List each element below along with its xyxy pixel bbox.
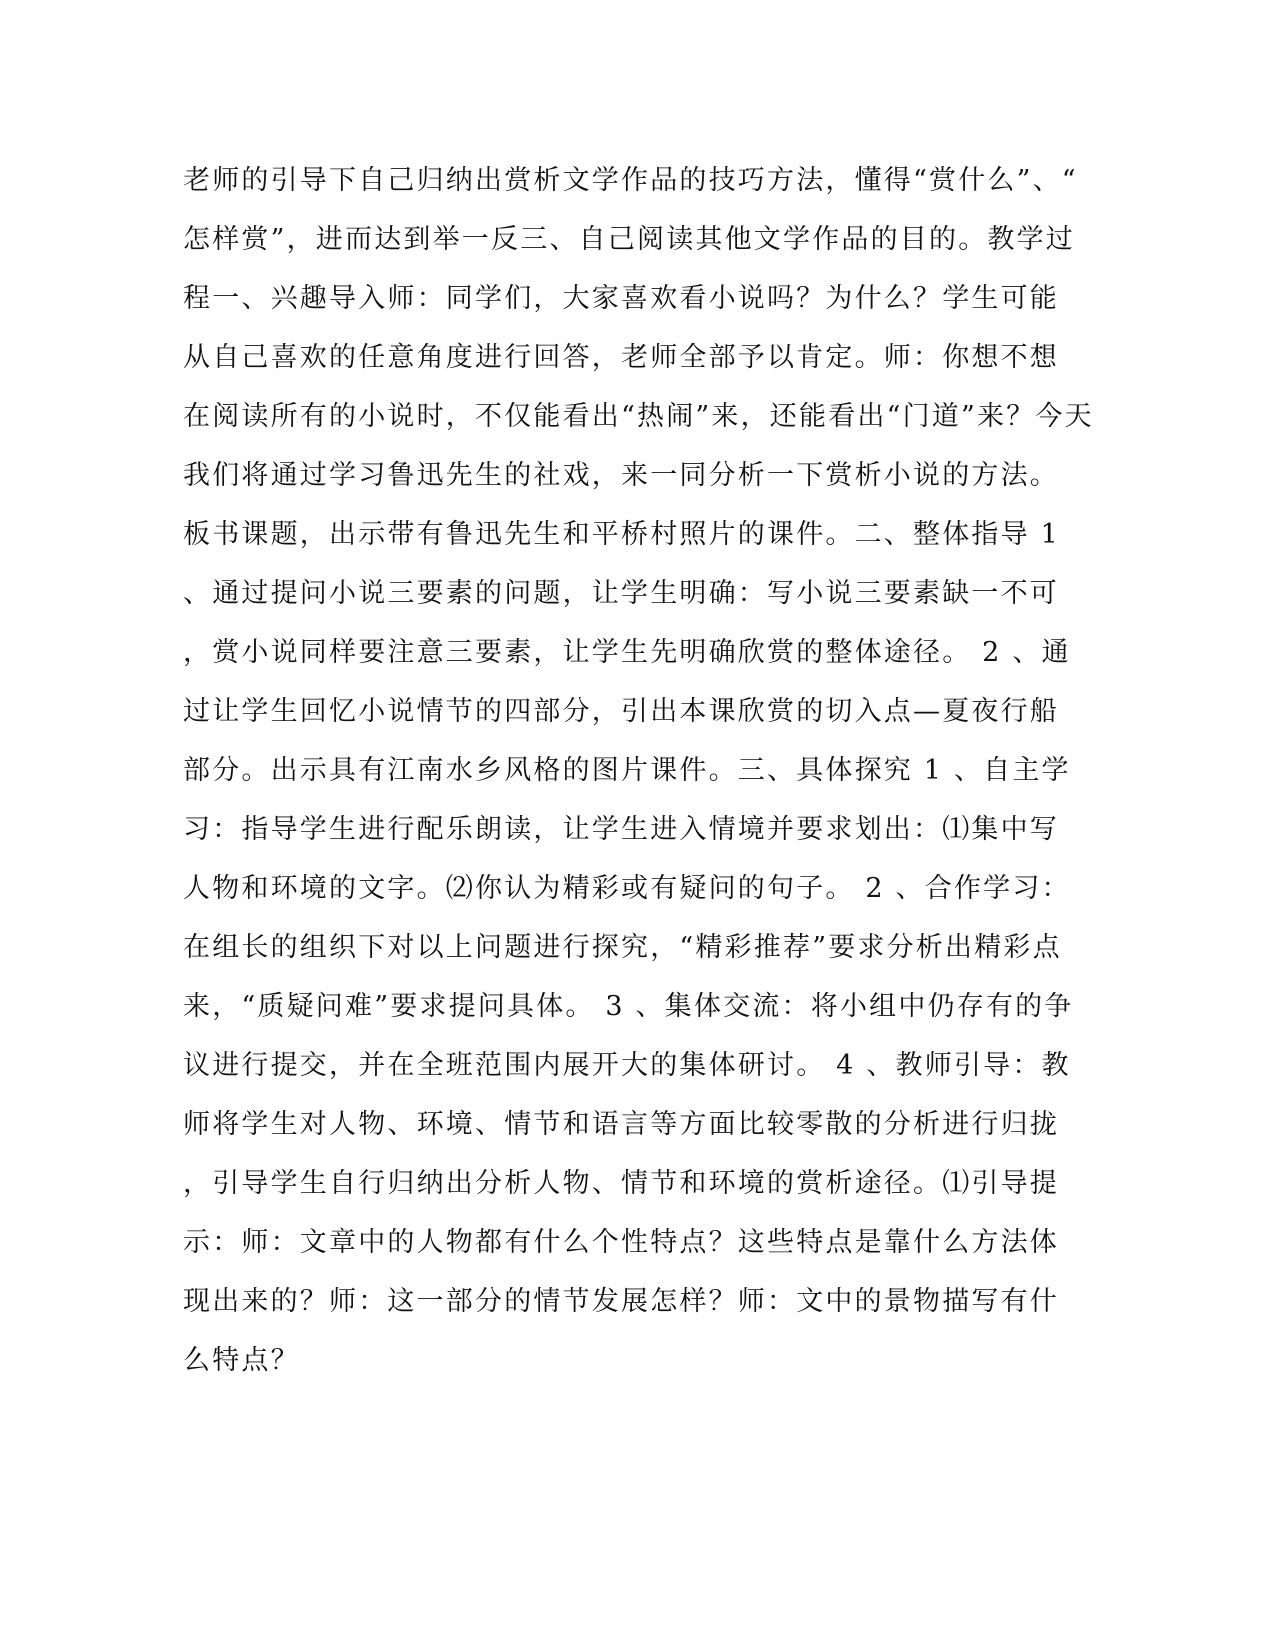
text-line: 老师的引导下自己归纳出赏析文学作品的技巧方法，懂得“赏什么”、“ [183, 165, 1078, 196]
text-line: 部分。出示具有江南水乡风格的图片课件。三、具体探究 1 、自主学 [183, 755, 1071, 786]
text-line: 过让学生回忆小说情节的四部分，引出本课欣赏的切入点—夏夜行船 [183, 696, 1059, 727]
text-line: 么特点？ [183, 1345, 300, 1376]
text-line: 、通过提问小说三要素的问题，让学生明确：写小说三要素缺一不可 [183, 578, 1059, 609]
text-line: 从自己喜欢的任意角度进行回答，老师全部予以肯定。师：你想不想 [183, 342, 1059, 373]
body-text [183, 151, 1094, 1390]
text-line: 在阅读所有的小说时，不仅能看出“热闹”来，还能看出“门道”来？今天 [183, 401, 1094, 432]
text-line: 板书课题，出示带有鲁迅先生和平桥村照片的课件。二、整体指导 1 [183, 519, 1060, 550]
text-line: 现出来的？师：这一部分的情节发展怎样？师：文中的景物描写有什 [183, 1286, 1059, 1317]
text-line: 怎样赏”，进而达到举一反三、自己阅读其他文学作品的目的。教学过 [183, 224, 1076, 255]
text-line: 师将学生对人物、环境、情节和语言等方面比较零散的分析进行归拢 [183, 1109, 1059, 1140]
text-line: ，赏小说同样要注意三要素，让学生先明确欣赏的整体途径。 2 、通 [183, 637, 1071, 668]
text-line: 示：师：文章中的人物都有什么个性特点？这些特点是靠什么方法体 [183, 1227, 1059, 1258]
text-line: 在组长的组织下对以上问题进行探究，“精彩推荐”要求分析出精彩点 [183, 932, 1062, 963]
text-line: 我们将通过学习鲁迅先生的社戏，来一同分析一下赏析小说的方法。 [183, 460, 1059, 491]
text-line: 程一、兴趣导入师：同学们，大家喜欢看小说吗？为什么？学生可能 [183, 283, 1059, 314]
text-line: 议进行提交，并在全班范围内展开大的集体研讨。 4 、教师引导：教 [183, 1050, 1071, 1081]
text-line: 来，“质疑问难”要求提问具体。 3 、集体交流：将小组中仍存有的争 [183, 991, 1074, 1022]
text-line: ，引导学生自行归纳出分析人物、情节和环境的赏析途径。⑴引导提 [183, 1168, 1059, 1199]
text-line: 习：指导学生进行配乐朗读，让学生进入情境并要求划出：⑴集中写 [183, 814, 1059, 845]
text-line: 人物和环境的文字。⑵你认为精彩或有疑问的句子。 2 、合作学习： [183, 873, 1071, 904]
